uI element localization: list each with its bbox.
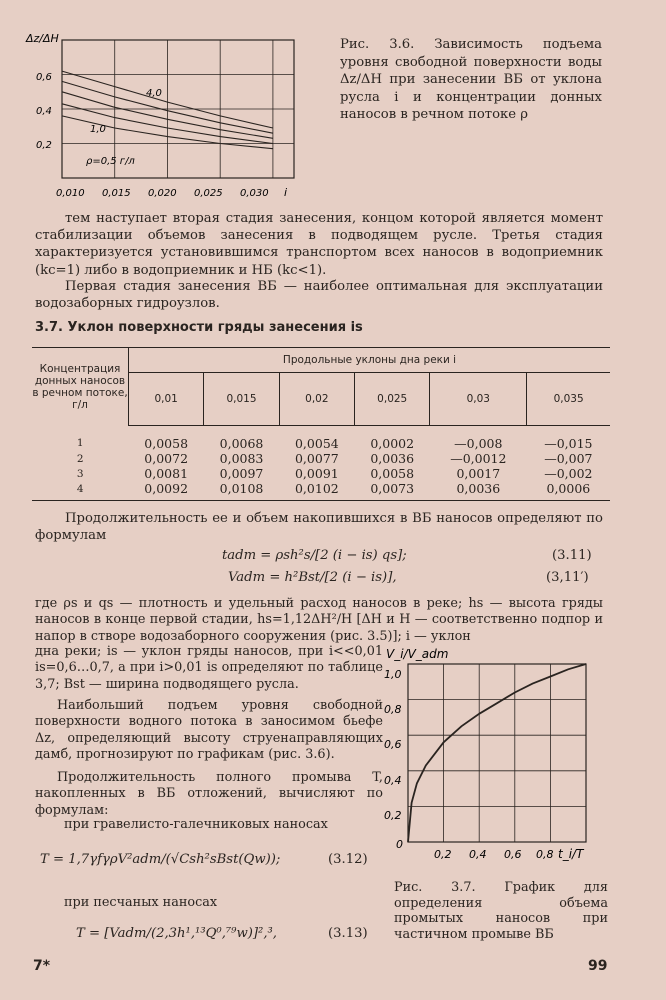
fig37-yticks [384,668,403,851]
table-cell: 0,0058 [370,466,415,481]
formula-3-12: T = 1,7γfγρV²adm/(√Csh²sBst(Qw)); [40,852,281,867]
table-cell: 0,0102 [279,481,354,501]
fig36-xtick: 0,030 [240,188,269,199]
table-cell: 0,0006 [527,481,610,501]
fig36-xticks [56,188,269,199]
paragraph: Продолжительность полного промыва T, накопленных в ВБ отложений, вычисляют по формулам: [35,770,383,818]
fig36-ytick: 0,2 [36,140,52,151]
fig36-xtick: 0,025 [194,188,223,199]
paragraph: где ρs и qs — плотность и удельный расход наносов в реке; hs — высота гряды наносов в конце первой стадии, hs=1,12ΔH²/H [ΔH и H — соответственно подпор и напор в створе водозаборного сооружения (рис. 3.5)]; i — уклон [35,596,603,644]
table-cell: 0,0002 [370,436,415,451]
table-cell: 0,0077 [294,451,339,466]
fig37-xtick: 0,8 [536,848,554,861]
formula-number: (3,11′) [546,570,589,585]
table-cell: —0,008 [454,436,503,451]
table-cell: —0,0012 [450,451,507,466]
formula-number: (3.11) [552,548,592,563]
table-cell: 0,0091 [294,466,339,481]
table-cell: 0,0068 [219,436,264,451]
formula-3-11: tadm = ρsh²s/[2 (i − is) qs]; [222,548,407,563]
fig36-xtick: 0,010 [56,188,85,199]
paragraph: Наибольший подъем уровня свободной поверхности водного потока в заносимом бьефе Δz, определяющий высоту струенаправляющих дамб, прогнозируют по графикам (рис. 3.6). [35,698,383,763]
fig37-xtick: 0,4 [469,848,487,861]
fig36-xtick: 0,020 [148,188,177,199]
table-row [32,466,610,481]
table-cell: 2 [76,452,84,465]
fig36-yticks [36,72,52,151]
table-header-col: 0,025 [355,373,430,426]
fig36-xlabel: i [284,186,288,199]
figure-3-6-caption: Рис. 3.6. Зависимость подъема уровня свободной поверхности воды Δz/ΔH при занесении ВБ от уклона русла i и концентрации донных наносов в речном потоке ρ [340,37,602,123]
table-cell: 4 [32,481,129,501]
fig36-ylabel: Δz/ΔH [26,32,59,45]
paragraph: Первая стадия занесения ВБ — наиболее оптимальная для эксплуатации водозаборных гидроузлов. [35,279,603,312]
text-line: при гравелисто-галечниковых наносах [64,817,328,832]
fig36-curve-label: 1,0 [90,124,106,135]
figure-3-7-caption: Рис. 3.7. График для определения объема промытых наносов при частичном промыве ВБ [394,880,608,942]
fig37-series-line [408,664,586,842]
paragraph: дна реки; is — уклон гряды наносов, при i<<0,01 is=0,6…0,7, а при i>0,01 is определяют по таблице 3,7; Bst — ширина подводящего русла. [35,644,383,692]
table-cell: 1 [76,437,84,450]
fig37-curve [408,664,586,842]
table-header-col: 0,015 [204,373,279,426]
table-header-concentration: Концентрация донных наносов в речном потоке, г/л [32,348,129,426]
fig37-ytick: 0,6 [384,738,402,751]
fig36-ytick: 0,6 [36,72,52,83]
table-header-col: 0,03 [430,373,527,426]
table-row [32,451,610,466]
table-cell: 0,0072 [144,451,189,466]
paragraph: Продолжительность ее и объем накопившихся в ВБ наносов определяют по формулам [35,511,603,544]
figure-3-6-chart [20,22,310,202]
formula-3-13: T = [Vadm/(2,3h¹,¹³Q⁰,⁷⁹w)]²,³, [76,926,277,941]
fig37-ytick: 0 [396,838,403,851]
figure-3-7-chart [362,640,624,870]
table-cell: 0,0054 [294,436,339,451]
table-3-7 [32,347,610,501]
fig37-xticks [434,848,554,861]
table-cell: 0,0073 [355,481,430,501]
table-row [32,426,610,452]
section-heading: 3.7. Уклон поверхности гряды занесения is [35,320,363,335]
table-cell: —0,015 [544,436,593,451]
table-cell: —0,007 [544,451,593,466]
table-cell: 3 [76,467,84,480]
fig36-ytick: 0,4 [36,106,52,117]
table-header-group: Продольные уклоны дна реки i [129,348,611,373]
table-cell: 0,0017 [456,466,501,481]
fig37-ytick: 0,4 [384,774,402,787]
formula-number: (3.13) [328,926,368,941]
formula-3-11b: Vadm = h²Bst/[2 (i − is)], [228,570,397,585]
page-number: 99 [588,958,608,974]
table-header-col: 0,01 [129,373,204,426]
fig37-ytick: 0,8 [384,703,402,716]
fig37-xlabel: t_i/T [558,847,584,861]
table-cell: —0,002 [544,466,593,481]
table-cell: 0,0081 [144,466,189,481]
table-header-col: 0,035 [527,373,610,426]
fig37-xtick: 0,6 [504,848,522,861]
fig37-ytick: 0,2 [384,809,402,822]
fig37-xtick: 0,2 [434,848,452,861]
text-line: при песчаных наносах [64,895,218,910]
fig36-xtick: 0,015 [102,188,131,199]
fig37-ytick: 1,0 [384,668,402,681]
table-cell: 0,0036 [430,481,527,501]
table-cell: 0,0092 [129,481,204,501]
table-cell: 0,0058 [144,436,189,451]
table-header-col: 0,02 [279,373,354,426]
table-row [32,481,610,501]
fig36-curve-label: ρ=0,5 г/л [86,156,135,167]
fig37-ylabel: V_i/V_adm [386,647,449,661]
table-cell: 0,0083 [219,451,264,466]
signature-mark: 7* [33,958,51,974]
table-cell: 0,0036 [370,451,415,466]
table-cell: 0,0108 [204,481,279,501]
formula-number: (3.12) [328,852,368,867]
table-cell: 0,0097 [219,466,264,481]
paragraph: тем наступает вторая стадия занесения, концом которой является момент стабилизации объемов занесения в подводящем русле. Третья стадия характеризуется установившимся транспортом всех наносов в водоприемник (kc=1) либо в водоприемник и НБ (kc<1). [35,211,603,278]
fig36-curve-label: 4,0 [146,88,162,99]
